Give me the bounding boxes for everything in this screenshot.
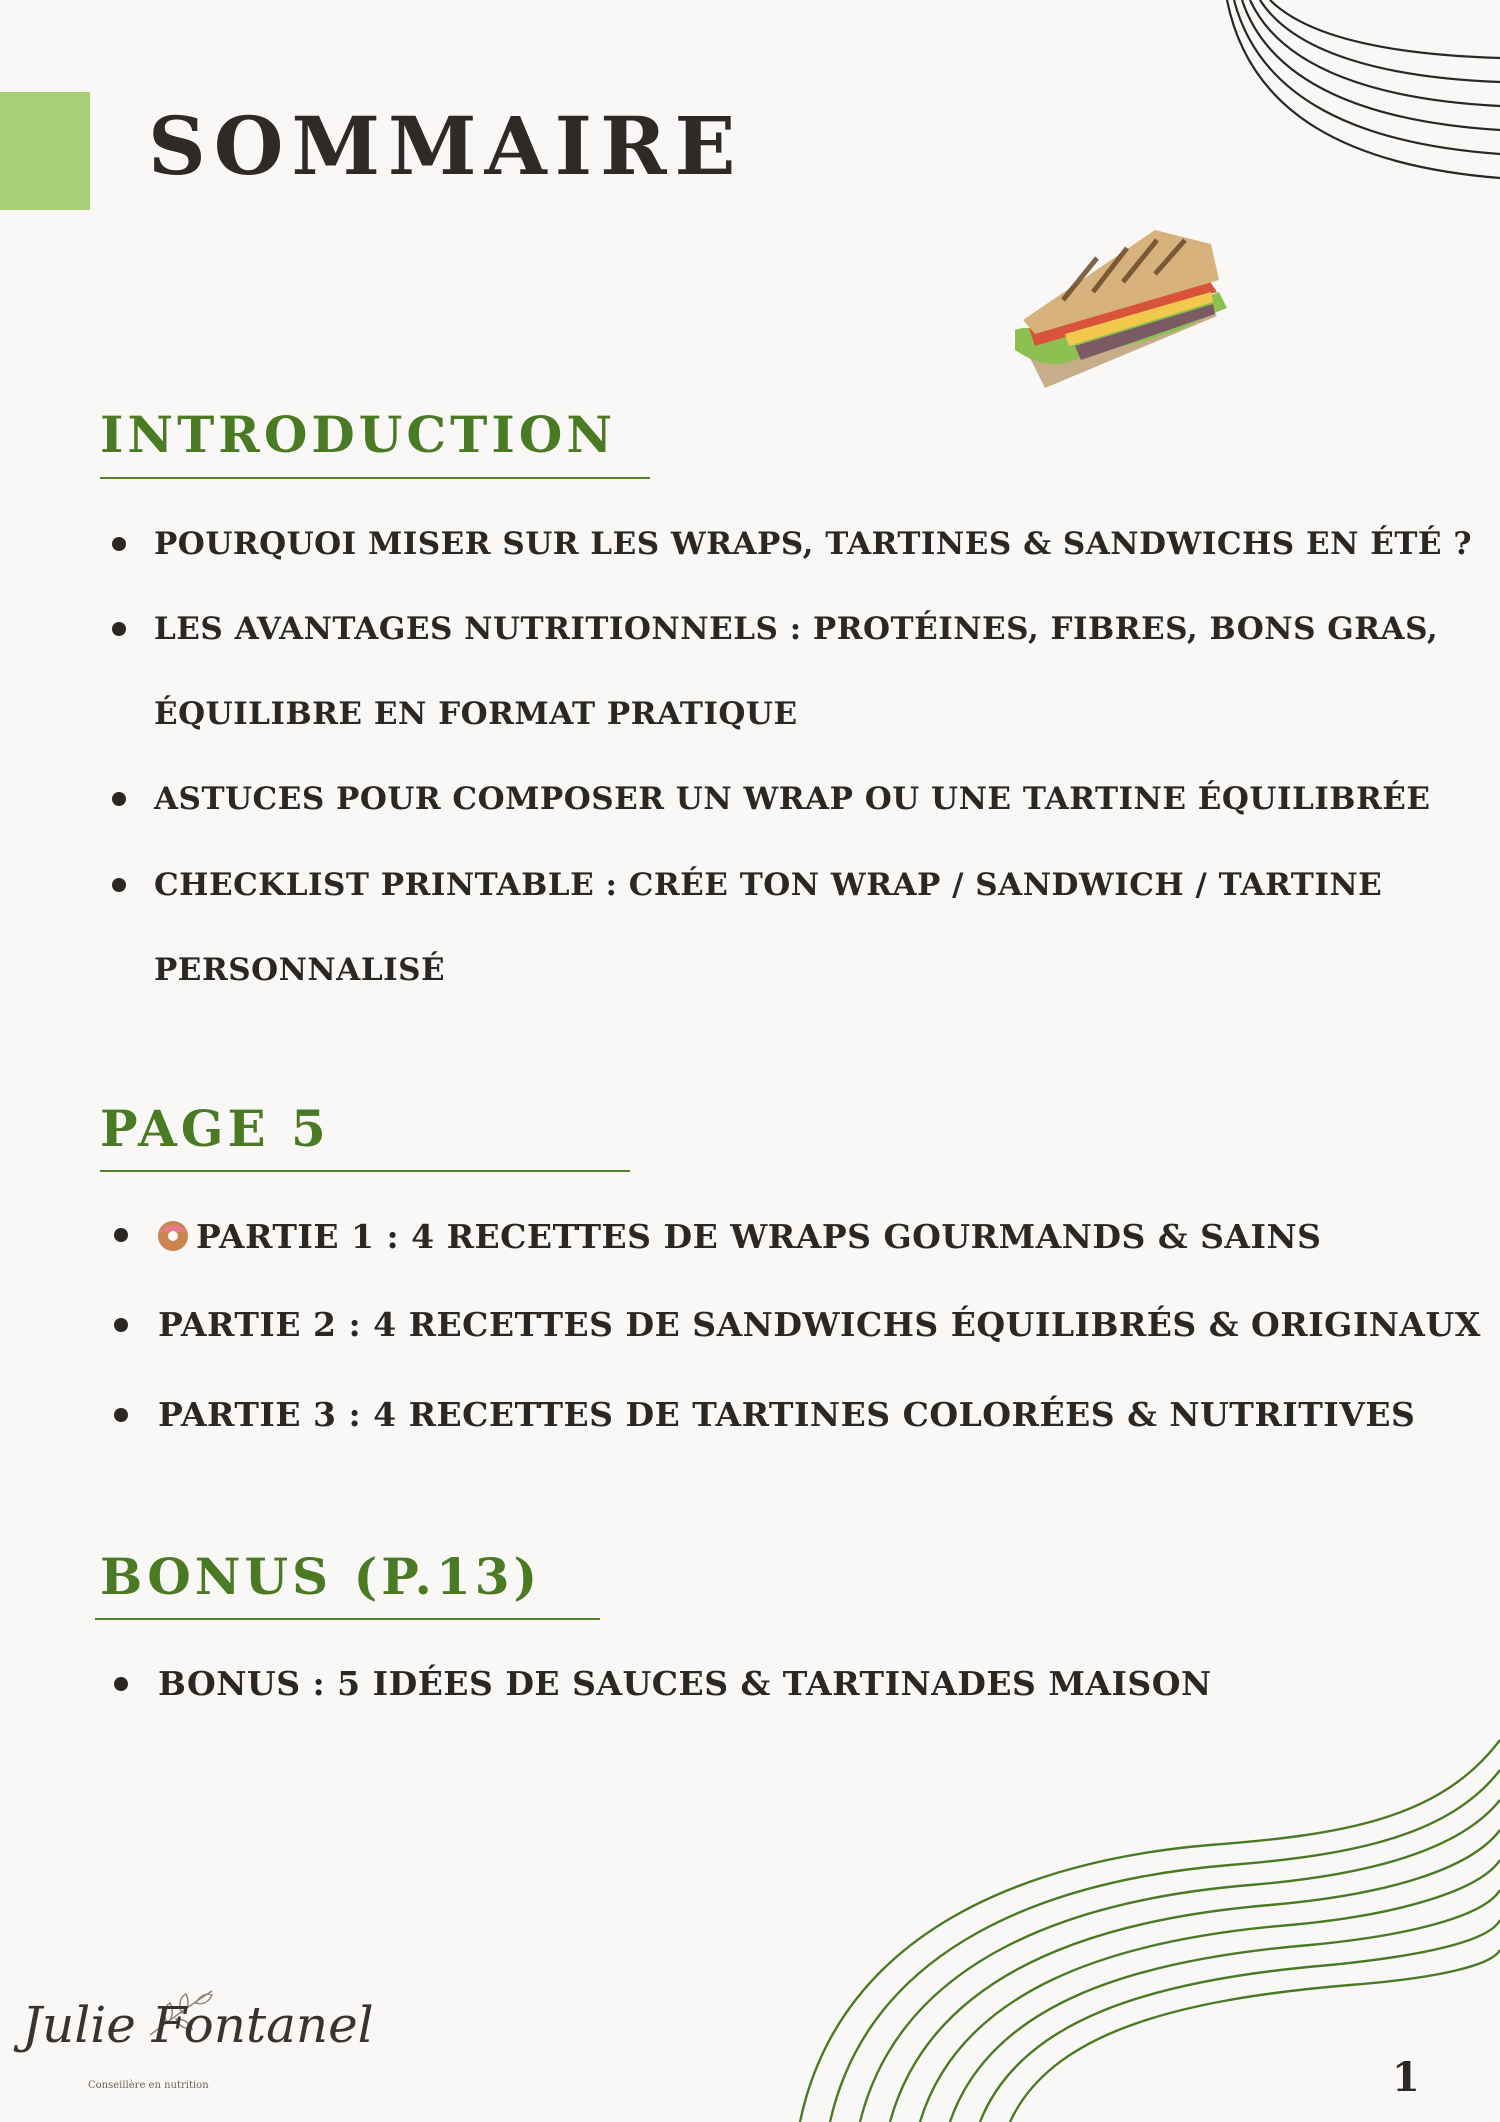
- list-item: POURQUOI MISER SUR LES WRAPS, TARTINES & SANDWICHS EN ÉTÉ ?: [154, 526, 1473, 562]
- bullet: [112, 537, 126, 551]
- list-item: LES AVANTAGES NUTRITIONNELS : PROTÉINES, FIBRES, BONS GRAS,: [154, 611, 1439, 647]
- donut-icon: [156, 1218, 190, 1252]
- list-item: [156, 1217, 1322, 1256]
- list-item-continuation: PERSONNALISÉ: [154, 952, 446, 988]
- bullet: [114, 1677, 128, 1691]
- bullet: [112, 622, 126, 636]
- bullet: [112, 878, 126, 892]
- sandwich-illustration: [1005, 220, 1245, 395]
- list-item-text: PARTIE 1 : 4 RECETTES DE WRAPS GOURMANDS & SAINS: [196, 1217, 1322, 1256]
- list-item: BONUS : 5 IDÉES DE SAUCES & TARTINADES MAISON: [158, 1664, 1212, 1703]
- signature: Julie Fontanel: [22, 1996, 374, 2054]
- top-wave-lines-decoration: [1200, 0, 1500, 190]
- list-item: CHECKLIST PRINTABLE : CRÉE TON WRAP / SANDWICH / TARTINE: [154, 867, 1383, 903]
- accent-block: [0, 92, 90, 210]
- bullet: [114, 1228, 128, 1242]
- bullet: [114, 1318, 128, 1332]
- list-item: PARTIE 2 : 4 RECETTES DE SANDWICHS ÉQUILIBRÉS & ORIGINAUX: [158, 1305, 1481, 1344]
- section-rule: [100, 477, 650, 479]
- section-heading-page-5: PAGE 5: [100, 1099, 330, 1158]
- page-number: 1: [1392, 2054, 1420, 2101]
- list-item: ASTUCES POUR COMPOSER UN WRAP OU UNE TARTINE ÉQUILIBRÉE: [154, 781, 1431, 817]
- section-rule: [95, 1618, 600, 1620]
- section-heading-introduction: INTRODUCTION: [100, 405, 617, 464]
- list-item: PARTIE 3 : 4 RECETTES DE TARTINES COLORÉES & NUTRITIVES: [158, 1395, 1416, 1434]
- section-heading-bonus: BONUS (P.13): [100, 1547, 542, 1606]
- signature-subtitle: Conseillère en nutrition: [88, 2080, 209, 2091]
- page-title: SOMMAIRE: [148, 99, 744, 193]
- bullet: [112, 792, 126, 806]
- section-rule: [100, 1170, 630, 1172]
- list-item-continuation: ÉQUILIBRE EN FORMAT PRATIQUE: [154, 696, 798, 732]
- bullet: [114, 1408, 128, 1422]
